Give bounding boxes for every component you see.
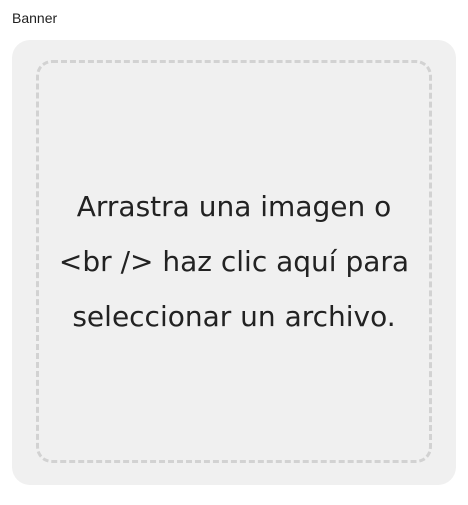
banner-label: Banner: [12, 10, 58, 26]
dropzone-dashed-area[interactable]: [36, 60, 432, 463]
banner-upload-dropzone[interactable]: [12, 40, 456, 485]
dropzone-instructions: Arrastra una imagen o <br /> haz clic aquí para seleccionar un archivo.: [58, 190, 410, 333]
